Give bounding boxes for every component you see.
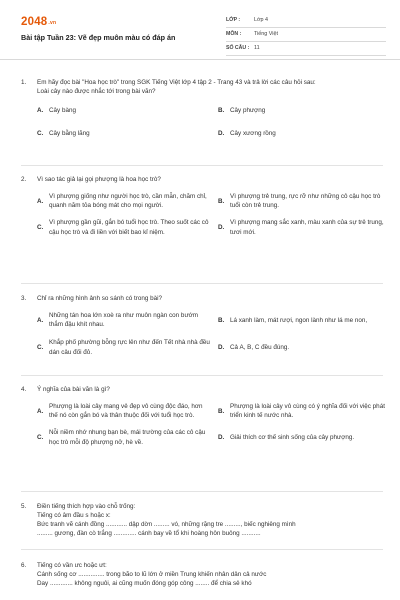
option-letter: B. bbox=[218, 316, 225, 324]
question-2 bbox=[21, 175, 383, 237]
fill-line: Cánh sống cơ ............... trong bão to lũ lớn ở miền Trung khiến nhân dân cả nước bbox=[37, 571, 267, 579]
option-d[interactable] bbox=[218, 218, 399, 236]
meta-value: Lớp 4 bbox=[254, 16, 269, 23]
question-3 bbox=[21, 294, 383, 357]
option-text: Giải thích cơ thế sinh sống của cây phượng. bbox=[230, 433, 355, 441]
question-number: 2. bbox=[21, 176, 27, 183]
option-letter: C. bbox=[37, 223, 44, 231]
question-text: Em hãy đọc bài "Hoa học trò" trong SGK Tiếng Việt lớp 4 tập 2 - Trang 43 và trả lời các câu hỏi sau: bbox=[37, 79, 316, 86]
option-letter: C. bbox=[37, 130, 44, 138]
question-4 bbox=[21, 385, 383, 447]
brand-suffix: .vn bbox=[48, 20, 57, 26]
option-b[interactable] bbox=[218, 192, 399, 210]
page-title: Bài tập Tuần 23: Vẽ đẹp muôn màu có đáp án bbox=[21, 33, 176, 42]
question-text: Vì sao tác giả lại gọi phượng là hoa học trò? bbox=[37, 176, 161, 183]
option-text: Cây xương rồng bbox=[230, 130, 276, 138]
option-a[interactable] bbox=[37, 106, 218, 115]
question-6 bbox=[21, 561, 383, 588]
option-d[interactable] bbox=[218, 428, 399, 446]
option-letter: D. bbox=[218, 130, 225, 138]
meta-row-class bbox=[226, 14, 386, 28]
option-text: Khắp phố phường bỗng rực lên như đến Tết nhà nhà đều dán câu đối đỏ. bbox=[49, 339, 210, 356]
question-number: 6. bbox=[21, 562, 27, 569]
divider bbox=[21, 375, 383, 376]
option-text: Cây bàng bbox=[49, 107, 76, 115]
divider bbox=[21, 549, 383, 550]
option-text: Cả A, B, C đều đúng. bbox=[230, 343, 290, 351]
meta-value: Tiếng Việt bbox=[254, 30, 278, 37]
question-number: 5. bbox=[21, 503, 27, 510]
question-text: Điền tiếng thích hợp vào chỗ trống: bbox=[37, 503, 136, 510]
meta-value: 11 bbox=[254, 44, 260, 51]
option-text: Phượng là loài cây vô cùng có ý nghĩa đối với việc phát triển kinh tế nước nhà. bbox=[230, 403, 385, 420]
option-text: Vì phượng mang sắc xanh, màu xanh của sự trẻ trung, tươi mới. bbox=[230, 219, 384, 236]
options bbox=[21, 311, 383, 357]
option-d[interactable] bbox=[218, 338, 399, 356]
option-b[interactable] bbox=[218, 311, 399, 329]
options bbox=[21, 106, 383, 138]
question-1 bbox=[21, 78, 383, 139]
meta-label: SỐ CÂU : bbox=[226, 44, 250, 51]
fill-line: Day ............. không nguôi, ai cũng muốn đóng góp công ........ để chia sẻ khó bbox=[37, 580, 252, 588]
option-b[interactable] bbox=[218, 106, 399, 115]
question-number: 1. bbox=[21, 79, 27, 86]
meta-row-count bbox=[226, 42, 386, 56]
option-text: Những tán hoa lớn xoè ra như muôn ngàn con bướm thắm đậu khít nhau. bbox=[49, 312, 199, 329]
option-c[interactable] bbox=[37, 428, 218, 446]
option-letter: B. bbox=[218, 107, 225, 115]
option-text: Vì phượng trẻ trung, rực rỡ như những cô cậu học trò tuổi còn trẻ trung. bbox=[230, 193, 381, 210]
brand-logo[interactable] bbox=[21, 14, 56, 31]
option-a[interactable] bbox=[37, 402, 218, 420]
option-letter: D. bbox=[218, 343, 225, 351]
question-text: Chỉ ra những hình ảnh so sánh có trong bài? bbox=[37, 295, 162, 302]
option-c[interactable] bbox=[37, 218, 218, 236]
option-letter: D. bbox=[218, 433, 225, 441]
fill-line: Tiếng có âm đầu s hoặc x: bbox=[37, 512, 111, 520]
meta-table bbox=[226, 14, 386, 56]
option-text: Phượng là loài cây mang vẻ đẹp vô cùng độc đáo, hơn thế nó còn gắn bó và thân thuộc đối với tuổi học trò. bbox=[49, 403, 203, 420]
option-letter: A. bbox=[37, 197, 44, 205]
option-c[interactable] bbox=[37, 338, 218, 356]
question-number: 4. bbox=[21, 386, 27, 393]
option-text: Nỗi niềm nhớ nhung bạn bè, mái trường của các cô cậu học trò mỗi độ phượng nở, hè về. bbox=[49, 429, 206, 446]
option-letter: C. bbox=[37, 343, 44, 351]
divider bbox=[21, 491, 383, 492]
option-text: Vì phượng gần gũi, gắn bó tuổi học trò. Theo suốt các cô cậu học trò và đi liền với biết bao kỉ niệm. bbox=[49, 219, 209, 236]
option-letter: A. bbox=[37, 316, 44, 324]
question-text: Ý nghĩa của bài văn là gì? bbox=[37, 386, 110, 393]
options bbox=[21, 192, 383, 237]
option-letter: A. bbox=[37, 107, 44, 115]
option-b[interactable] bbox=[218, 402, 399, 420]
divider bbox=[21, 283, 383, 284]
option-c[interactable] bbox=[37, 129, 218, 138]
question-text: Tiếng có vần ưc hoặc ưt: bbox=[37, 562, 107, 569]
divider bbox=[21, 165, 383, 166]
question-subtext: Loài cây nào được nhắc tới trong bài văn? bbox=[37, 88, 156, 96]
option-letter: A. bbox=[37, 407, 44, 415]
option-letter: D. bbox=[218, 223, 225, 231]
option-a[interactable] bbox=[37, 311, 218, 329]
options bbox=[21, 402, 383, 447]
option-letter: B. bbox=[218, 407, 225, 415]
meta-label: LỚP : bbox=[226, 16, 241, 23]
option-letter: B. bbox=[218, 197, 225, 205]
option-a[interactable] bbox=[37, 192, 218, 210]
fill-line: ......... gương, đàn cò trắng ............. cánh bay về tổ khi hoàng hôn buông ........... bbox=[37, 530, 261, 538]
meta-label: MÔN : bbox=[226, 30, 242, 37]
option-d[interactable] bbox=[218, 129, 399, 138]
option-text: Cây phượng bbox=[230, 107, 266, 115]
option-text: Lá xanh làm, mát rượi, ngon lành như lá me non, bbox=[230, 316, 368, 324]
question-number: 3. bbox=[21, 295, 27, 302]
question-5 bbox=[21, 502, 383, 539]
page-header bbox=[0, 0, 400, 60]
option-text: Vì phượng giống như người học trò, cần mẫn, chăm chỉ, quanh năm tỏa bóng mát cho mọi người. bbox=[49, 193, 207, 210]
option-letter: C. bbox=[37, 433, 44, 441]
fill-line: Bức tranh vẽ cánh đồng ............ dập dờn ......... vó, những rặng tre ........., biếc nghiêng mình bbox=[37, 521, 296, 529]
meta-row-subject bbox=[226, 28, 386, 42]
brand-name: 2048 bbox=[21, 16, 48, 28]
option-text: Cây bằng lăng bbox=[49, 130, 90, 138]
